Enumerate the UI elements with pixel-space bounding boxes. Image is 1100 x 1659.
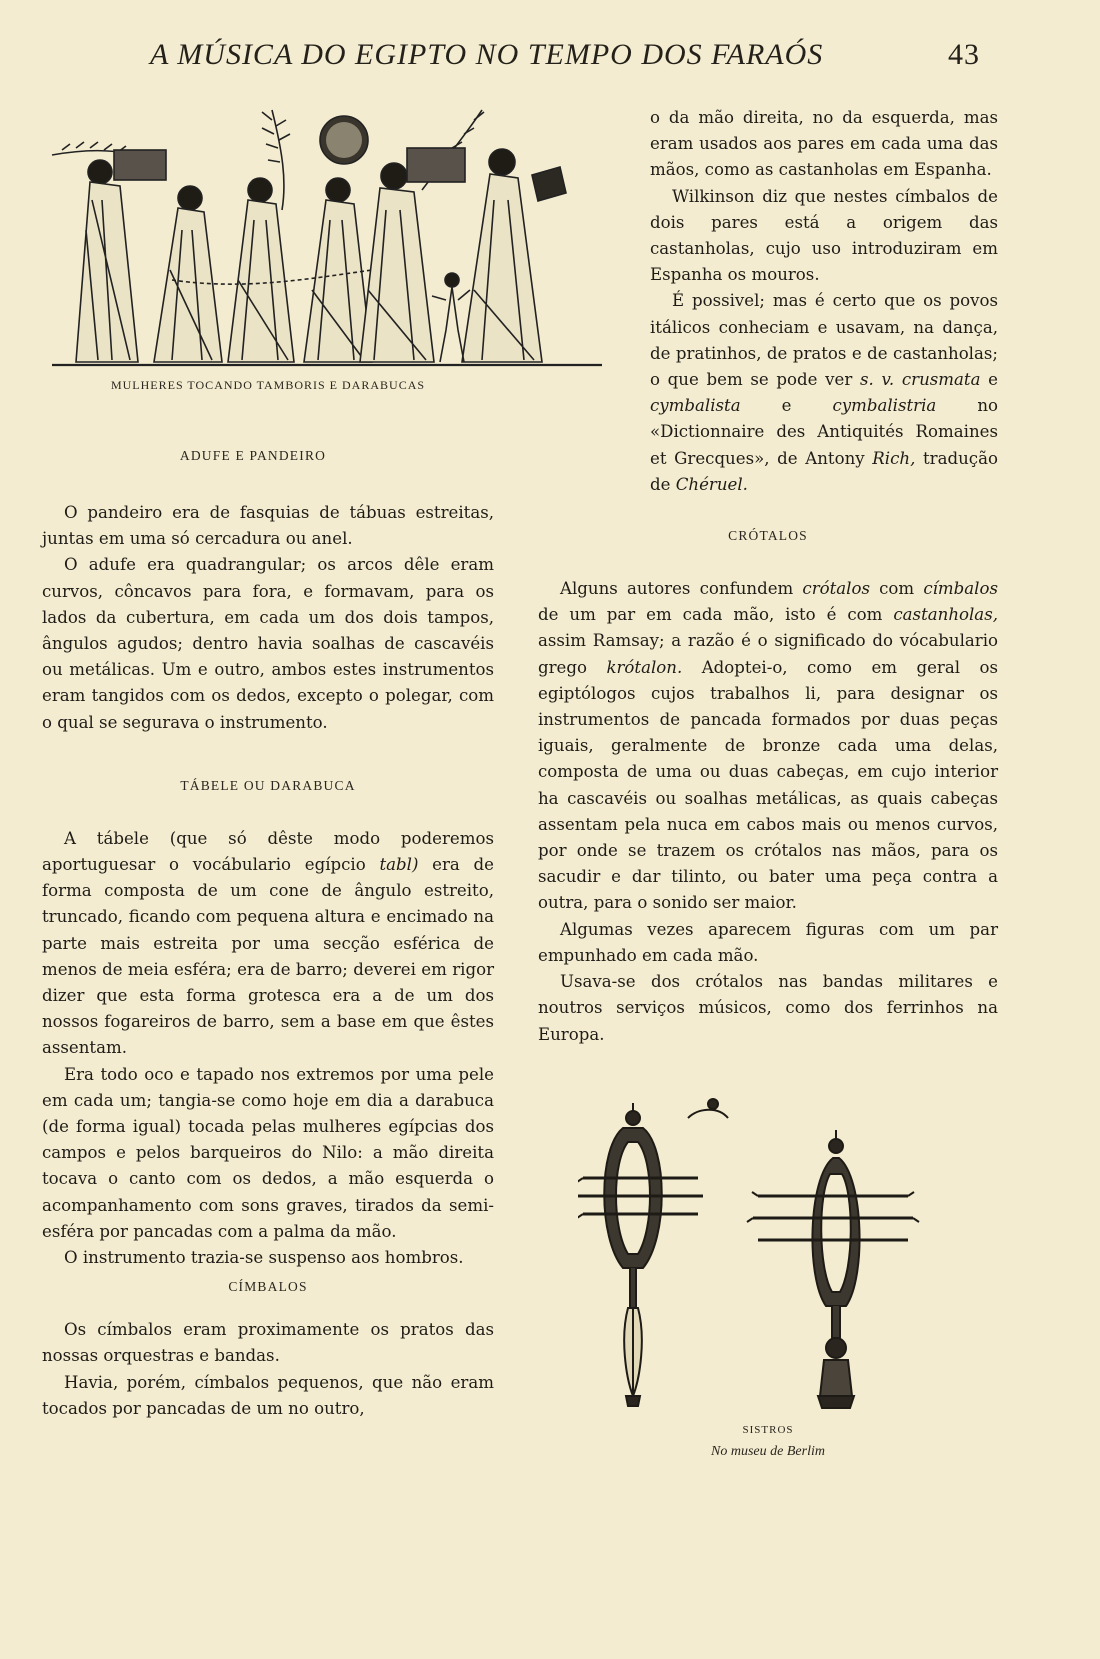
paragraph-tabele-1	[42, 826, 494, 1062]
paragraph-adufe-1: O pandeiro era de fasquias de tábuas estreitas, juntas em uma só cercadura ou anel.	[42, 503, 494, 549]
text-run-italic: castanholas,	[893, 605, 998, 625]
text-run: e	[980, 370, 998, 390]
text-run: É possivel; mas é certo que os povos itálicos conheciam e usavam, na dança, de pratinhos, de pratos e de castanholas; o que bem se pode ver	[650, 291, 998, 390]
text-run: de um par em cada mão, isto é com	[538, 605, 894, 625]
text-run: no «Dictionnaire des Antiquités Romaines et Grecques», de Antony	[650, 396, 998, 468]
figure-caption-women: MULHERES TOCANDO TAMBORIS E DARABUCAS	[110, 378, 426, 392]
text-run-italic: krótalon.	[606, 657, 683, 677]
sistrum-illustration	[578, 1078, 958, 1418]
paragraph-continued: o da mão direita, no da esquerda, mas eram usados aos pares em cada uma das mãos, como as castanholas em Espanha.	[650, 108, 998, 180]
paragraph-cimbalos-2: Havia, porém, címbalos pequenos, que não eram tocados por pancadas de um no outro,	[42, 1372, 494, 1418]
heading-adufe: ADUFE E PANDEIRO	[179, 448, 327, 463]
text-run: assim Ramsay; a razão é o significado do vócabulario grego	[538, 631, 998, 677]
paragraph-cimbalos-1: Os címbalos eram proximamente os pratos das nossas orquestras e bandas.	[42, 1320, 494, 1366]
paragraph-crotalos-2: Algumas vezes aparecem figuras com um par empunhado em cada mão.	[538, 919, 998, 965]
running-header	[150, 38, 980, 78]
paragraph-crotalos-3: Usava-se dos crótalos nas bandas militares e noutros serviços músicos, como dos ferrinhos na Europa.	[538, 972, 998, 1044]
heading-cimbalos: CÍMBALOS	[228, 1279, 308, 1295]
egyptian-musicians-illustration	[42, 90, 607, 370]
paragraph-wilkinson: Wilkinson diz que nestes címbalos de dois pares está a origem das castanholas, cujo uso introduziram em Espanha os mouros.	[650, 186, 998, 285]
paragraph-tabele-3: O instrumento trazia-se suspenso aos hombros.	[64, 1248, 464, 1268]
text-run-italic: Chéruel.	[675, 474, 748, 494]
chapter-title: A MÚSICA DO EGIPTO NO TEMPO DOS FARAÓS	[150, 38, 824, 71]
text-run-italic: crótalos	[802, 579, 870, 599]
text-run: com	[870, 579, 924, 599]
text-run: Alguns autores confundem	[560, 579, 803, 599]
paragraph-crotalos-1	[538, 576, 998, 917]
heading-crotalos: CRÓTALOS	[728, 528, 808, 544]
paragraph-possivel	[538, 288, 998, 498]
right-column	[538, 105, 998, 1460]
text-run-italic: címbalos	[923, 579, 998, 599]
figure-subcaption-sistros: No museu de Berlim	[711, 1443, 825, 1459]
text-run: A tábele (que só dêste modo poderemos aportuguesar o vocábulario egípcio	[42, 828, 494, 875]
text-run: era de forma composta de um cone de ângulo estreito, truncado, ficando com pequena altura e encimado na parte mais estreita por uma secção esférica de menos de meia esféra; era de barro; deverei em rigor dizer que esta forma grotesca era a de um dos nossos fogareiros de barro, sem a base em que êstes assentam.	[42, 855, 495, 1058]
text-run-italic: tabl)	[379, 855, 419, 875]
text-run: e	[740, 396, 833, 416]
text-run-italic: Rich,	[872, 448, 916, 468]
paragraph-adufe-2: O adufe era quadrangular; os arcos dêle eram curvos, côncavos para fora, e formavam, para os lados da cubertura, em cada um dos dois tampos, ângulos agudos; dentro havia soalhas de cascavéis ou metálicas. Um e outro, ambos estes instrumentos eram tangidos com os dedos, excepto o polegar, com o qual se segurava o instrumento.	[42, 555, 494, 732]
text-run-italic: s. v. crusmata	[859, 370, 981, 390]
figure-caption-sistros: SISTROS	[742, 1423, 794, 1436]
heading-tabele: TÁBELE OU DARABUCA	[180, 777, 356, 793]
text-run-italic: cymbalista	[650, 396, 741, 416]
figure-women	[42, 90, 494, 370]
text-run: tradução de	[650, 448, 998, 494]
text-run: Adoptei-o, como em geral os egiptólogos cujos trabalhos li, para designar os instrumentos de pancada formados por duas peças iguais, geralmente de bronze cada uma delas, composta de uma ou duas cabeças, em cujo interior ha cascavéis ou soalhas metálicas, as quais cabeças assentam pela nuca em cabos mais ou menos curvos, por onde se trazem os crótalos nas mãos, para os sacudir e dar tilinto, ou bater uma peça contra a outra, para o sonido ser maior.	[538, 657, 998, 913]
left-column	[42, 90, 494, 1422]
text-run-italic: cymbalistria	[832, 396, 937, 416]
page-number: 43	[948, 38, 980, 71]
figure-sistros	[578, 1078, 998, 1418]
paragraph-tabele-2: Era todo oco e tapado nos extremos por uma pele em cada um; tangia-se como hoje em dia a darabuca (de forma igual) tocada pelas mulheres egípcias dos campos e pelos barqueiros do Nilo: a mão direita tocava o canto com os dedos, a mão esquerda o acompanhamento com sons graves, tirados da semi-esféra por pancadas com a palma da mão.	[42, 1064, 494, 1241]
